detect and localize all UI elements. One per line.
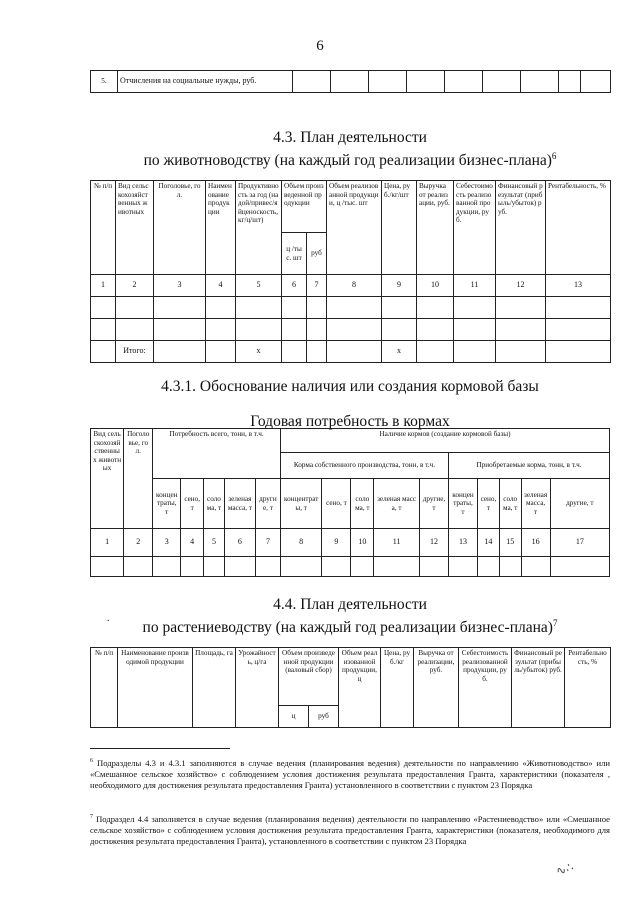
bullet-mark: .	[107, 613, 110, 624]
header-bought-other: другие, т	[550, 479, 609, 529]
col-number: 11	[374, 529, 420, 557]
col-number: 9	[322, 529, 351, 557]
header-volume: Объем произведенной продукции	[282, 181, 327, 233]
row-number: 5.	[91, 71, 118, 93]
header-heads: Поголовье, гол.	[124, 429, 153, 529]
col-number: 9	[382, 275, 417, 297]
expenses-table-fragment	[90, 70, 611, 93]
col-number: 12	[419, 529, 448, 557]
section-4-3-subtitle: по животноводству (на каждый год реализации бизнес-плана)$^6$	[143, 151, 557, 170]
col-number: 13	[448, 529, 477, 557]
header-own-hay: сено, т	[322, 479, 351, 529]
col-number: 6	[224, 529, 255, 557]
cell	[559, 71, 581, 93]
feed-table-title: Годовая потребность в кормах	[250, 413, 450, 430]
header-area: Площадь, га	[193, 648, 236, 728]
col-number: 2	[116, 275, 154, 297]
col-number: 5	[204, 529, 225, 557]
header-product: Наименование продукции	[206, 181, 236, 275]
header-yield: Урожайность, ц/га	[236, 648, 279, 728]
col-number: 16	[521, 529, 550, 557]
header-revenue: Выручка от реализации, руб.	[417, 181, 454, 275]
header-cost: Себестоимость реализованной продукции, руб.	[459, 648, 512, 728]
header-bought-feed: Приобретаемые корма, тонн, в т.ч.	[448, 453, 609, 479]
total-row	[91, 341, 611, 363]
header-fin-result: Финансовый результат (прибыль/убыток) руб.	[512, 648, 565, 728]
row-label: Отчисления на социальные нужды, руб.	[118, 71, 293, 93]
header-availability: Наличие кормов (создание кормовой базы)	[280, 429, 609, 453]
header-num: № п/п	[91, 648, 118, 728]
col-number: 12	[496, 275, 546, 297]
cell	[521, 71, 559, 93]
col-number: 8	[280, 529, 322, 557]
livestock-plan-table	[90, 180, 611, 363]
col-number: 3	[153, 529, 181, 557]
table-row	[91, 319, 611, 341]
cell	[445, 71, 483, 93]
col-number: 10	[417, 275, 454, 297]
header-num: № п/п	[91, 181, 116, 275]
header-need-hay: сено, т	[181, 479, 204, 529]
header-price: Цена, руб./кг/шт	[382, 181, 417, 275]
col-number: 14	[478, 529, 500, 557]
col-number: 4	[181, 529, 204, 557]
footnote-7	[90, 812, 610, 847]
crop-plan-table	[90, 647, 611, 728]
footnote-7-text: Подраздел 4.4 заполняется в случае ведения (планирования ведения) деятельности по направлению «Растениеводство» или «Смешанное сельское хозяйство» с соблюдением условия достижения результата предоставления Гранта, характеристики (показателя, необходимого для достижения результата предоставления Гранта), установленного в соответствии с пунктом 23 Порядка	[90, 813, 610, 846]
header-cost: Себестоимость реализованной продукции, руб.	[454, 181, 496, 275]
header-own-concentrates: концентраты, т	[280, 479, 322, 529]
cell	[293, 71, 331, 93]
header-own-other: другие, т	[419, 479, 448, 529]
x-mark: х	[382, 341, 417, 363]
footnote-6	[90, 756, 610, 791]
header-need-concentrates: концентраты, т	[153, 479, 181, 529]
col-number: 3	[154, 275, 206, 297]
col-number: 5	[236, 275, 282, 297]
header-need-total: Потребность всего, тонн, в т.ч.	[153, 429, 281, 479]
header-bought-green: зеленая масса, т	[521, 479, 550, 529]
section-4-4-subtitle: по растениеводству (на каждый год реализации бизнес-плана)$^7$	[142, 618, 558, 637]
header-productivity: Продуктивность за год (надой/привес/яйценоскость, кг/ц/шт)	[236, 181, 282, 275]
header-sold: Объем реализованной продукции, ц /тыс. шт	[327, 181, 382, 275]
header-own-feed: Корма собственного производства, тонн, в т.ч.	[280, 453, 448, 479]
table-row	[91, 557, 610, 577]
x-mark: х	[236, 341, 282, 363]
header-own-green: зеленая масса, т	[374, 479, 420, 529]
table-row	[91, 297, 611, 319]
footnote-7-mark: 7	[90, 814, 93, 820]
header-need-straw: солома, т	[204, 479, 225, 529]
feed-requirement-table	[90, 428, 610, 577]
col-number: 6	[282, 275, 307, 297]
col-number: 2	[124, 529, 153, 557]
col-number: 1	[91, 529, 124, 557]
section-4-3-title: 4.3. План деятельности	[273, 129, 427, 146]
header-animal-type: Вид сельскохозяйственных животных	[91, 429, 124, 529]
header-profitability: Рентабельность, %	[565, 648, 611, 728]
cell	[581, 71, 611, 93]
footnote-separator	[90, 748, 230, 749]
cell	[483, 71, 521, 93]
col-number: 15	[499, 529, 521, 557]
col-number: 7	[255, 529, 280, 557]
header-bought-hay: сено, т	[478, 479, 500, 529]
header-need-other: другие, т	[255, 479, 280, 529]
col-number: 7	[307, 275, 327, 297]
cell	[407, 71, 445, 93]
section-4-3-1-title: 4.3.1. Обоснование наличия или создания кормовой базы	[161, 378, 539, 395]
col-number: 11	[454, 275, 496, 297]
header-own-straw: солома, т	[351, 479, 374, 529]
cell	[369, 71, 407, 93]
cell	[331, 71, 369, 93]
col-number: 1	[91, 275, 116, 297]
footnote-6-text: Подразделы 4.3 и 4.3.1 заполняются в случае ведения (планирования ведения) деятельности по направлению «Животноводство» или «Смешанное сельское хозяйство» с соблюдением условия достижения результата предоставления Гранта, характеристики (показателя , необходимого для достижения результата предоставления Гранта) установленного в соответствии с пунктом 23 Порядка	[90, 757, 610, 790]
header-fin-result: Финансовый результат (прибыль/убыток) руб.	[496, 181, 546, 275]
header-volume-unit-qty: ц /тыс. шт	[282, 233, 307, 275]
header-heads: Поголовье, гол.	[154, 181, 206, 275]
header-profitability: Рентабельность, %	[546, 181, 611, 275]
footnote-6-mark: 6	[90, 758, 93, 764]
footnote-ref-6: 6	[551, 151, 557, 161]
col-number: 8	[327, 275, 382, 297]
header-volume-unit-rub: руб	[309, 706, 339, 728]
signature-mark: ∿∴	[553, 859, 576, 879]
col-number: 13	[546, 275, 611, 297]
col-number: 17	[550, 529, 609, 557]
col-number: 10	[351, 529, 374, 557]
page-number: 6	[316, 38, 324, 54]
footnote-ref-7: 7	[552, 618, 558, 628]
header-sold: Объем реализованной продукции, ц	[339, 648, 381, 728]
header-volume: Объем произведенной продукции (валовый сбор)	[279, 648, 339, 706]
header-bought-concentrates: концентраты, т	[448, 479, 477, 529]
header-need-green: зеленая масса, т	[224, 479, 255, 529]
header-price: Цена, руб./кг	[381, 648, 414, 728]
header-volume-unit-qty: ц	[279, 706, 309, 728]
header-volume-unit-rub: руб	[307, 233, 327, 275]
col-number: 4	[206, 275, 236, 297]
header-product-name: Наименование производимой продукции	[118, 648, 193, 728]
header-bought-straw: солома, т	[499, 479, 521, 529]
total-label: Итого:	[116, 341, 154, 363]
header-revenue: Выручка от реализации, руб.	[414, 648, 459, 728]
header-animal-type: Вид сельскохозяйственных животных	[116, 181, 154, 275]
section-4-4-title: 4.4. План деятельности	[273, 596, 427, 613]
